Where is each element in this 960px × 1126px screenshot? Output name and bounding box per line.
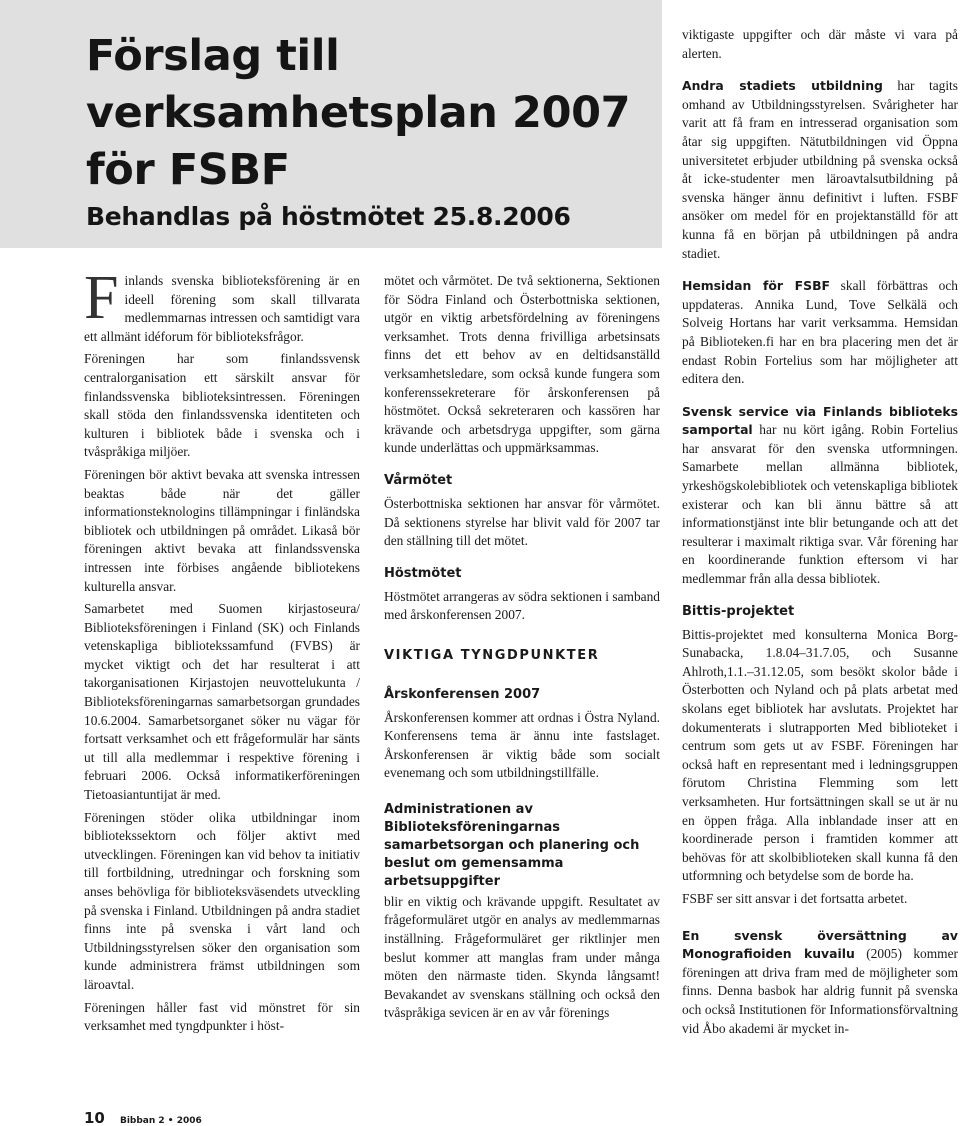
section-heading-varmotet: Vårmötet bbox=[384, 472, 453, 488]
publication-name: Bibban 2 • 2006 bbox=[119, 1116, 202, 1126]
paragraph-monografioiden bbox=[682, 927, 958, 1039]
paragraph-text: har tagits omhand av Utbildningsstyrelsen. Svårigheter har varit att få fram en intresserad organisation som åtar sig uppgiften. Nätutbildningen vid Öppna universitetet erbjuder utbildning på svenska också åt icke-studenter men läroavtalsutbildning på svenska hänger ännu definitivt i luften. FSBF ansöker om medel för en projektanställd för att kunna få en början på utbildningen på andra stadiet. bbox=[682, 78, 958, 261]
page-footer bbox=[84, 1108, 202, 1126]
inline-heading: Hemsidan för FSBF bbox=[682, 278, 830, 294]
column-3 bbox=[682, 26, 958, 1042]
paragraph: Höstmötet arrangeras av södra sektionen i samband med årskonferensen 2007. bbox=[384, 588, 660, 623]
column-2 bbox=[384, 272, 660, 1027]
paragraph: Bittis-projektet med konsulterna Monica Borg-Sunabacka, 1.8.04–31.7.05, och Susanne Ahlroth,1.1.–31.12.05, som besökt skolor både i Österbotten och Nyland och på plats arbetat med skolans eget bibliotek har avslutats. Projektet har dokumenterats i slutrapporten Med biblioteket i centrum som gets ut av FSBF. Föreningen har också haft en representant med i ledningsgruppen förutom Christina Flemming som lett verksamheten. Hur fortsättningen skall se ut är nu en öppen fråga. Alla inblandade inser att en koordinerade person i framtiden kommer att behövas för att skolbiblioteken skall kunna få den utformning och betydelse som de borde ha. bbox=[682, 626, 958, 884]
intro-paragraph bbox=[84, 264, 360, 346]
paragraph: Föreningen stöder olika utbildningar inom bibliotekssektorn och följer aktivt med utvecklingen. Föreningen kan vid behov ta initiativ till fortbildning, utredningar och forskning som anses behövliga för biblioteksväsendets utveckling på svenska i Finland. Utbildningen på andra stadiet finns inte på svenska i vårt land och Utbildningsstyrelsen söker den organisation som kunde administrera främst utbildningen som läroavtal. bbox=[84, 809, 360, 992]
paragraph: Föreningen håller fast vid mönstret för sin verksamhet med tyngdpunkter i höst- bbox=[84, 999, 360, 1034]
section-heading-hostmotet: Höstmötet bbox=[384, 565, 462, 581]
paragraph-text: har nu kört igång. Robin Fortelius har ansvarat för den svenska utformningen. Samarbete mellan allmänna bibliotek, yrkeshögskolebibliotek och vetenskapliga bibliotek existerar och kan bli ännu bättre så att informationstjänst inte blir betungande och att det resulterar i maximalt riktiga svar. Vår förening har en koordinerande funktion eftersom vi har medlemmar från alla dessa bibliotek. bbox=[682, 422, 958, 587]
paragraph-hemsidan bbox=[682, 277, 958, 389]
paragraph-text: skall förbättras och uppdateras. Annika Lund, Tove Selkälä och Solveig Hortans har varit verksamma. Hemsidan på Biblioteken.fi har en bra placering men det är endast Robin Fortelius som har möjligheter att editera den. bbox=[682, 278, 958, 387]
inline-heading: Andra stadiets utbildning bbox=[682, 78, 883, 94]
section-heading-arskonferensen: Årskonferensen 2007 bbox=[384, 686, 541, 702]
inline-heading: En svensk översättning av Monografioiden kuvailu bbox=[682, 927, 958, 962]
paragraph-svensk-service bbox=[682, 403, 958, 589]
drop-cap: F bbox=[84, 264, 119, 332]
section-heading-viktiga-tyngdpunkter: VIKTIGA TYNGDPUNKTER bbox=[384, 647, 600, 663]
title-line-2: verksamhetsplan 2007 bbox=[86, 88, 631, 138]
paragraph: viktigaste uppgifter och där måste vi vara på alerten. bbox=[682, 27, 958, 61]
section-heading-bittis: Bittis-projektet bbox=[682, 603, 795, 619]
title-line-1: Förslag till bbox=[86, 31, 340, 81]
paragraph: Samarbetet med Suomen kirjastoseura/ Biblioteksföreningen i Finland (SK) och Finlands vetenskapliga bibliotekssamfund (FVBS) är mycket viktigt och det har resulterat i att takorganisationen Kirjastojen neuvottelukunta / Biblioteksföreningarnas samarbetsorgan grundades 10.6.2004. Samarbetsorganet söker nu vägar för fortsatt verksamhet och ett frågeformulär har sänts ut till alla medlemmar i respektive förening i februari 2006. Också informatikerföreningen Tietoasiantuntijat är med. bbox=[84, 601, 360, 803]
paragraph: Årskonferensen kommer att ordnas i Östra Nyland. Konferensens tema är ännu inte fastslaget. Årskonferensen är viktig både som socialt evenemang och som utbildningstillfälle. bbox=[384, 709, 660, 781]
paragraph-andra-stadiet bbox=[682, 77, 958, 263]
inline-heading: Svensk service via Finlands biblioteks samportal bbox=[682, 403, 958, 438]
article-title bbox=[86, 28, 656, 199]
page-number: 10 bbox=[84, 1109, 105, 1126]
section-heading-administrationen: Administrationen av Biblioteksföreningarnas samarbetsorgan och planering och beslut om gemensamma arbetsuppgifter bbox=[384, 801, 640, 889]
paragraph: FSBF ser sitt ansvar i det fortsatta arbetet. bbox=[682, 890, 908, 906]
paragraph: Föreningen bör aktivt bevaka att svenska intressen beaktas både när det gäller informationsteknologins tillämpningar i finländska bibliotek och utbildningen på området. Likaså bör föreningen aktivt bevaka att finlandssvenska intressen inte förbises angående bibliotekens kulturella ansvar. bbox=[84, 466, 360, 594]
paragraph: blir en viktig och krävande uppgift. Resultatet av frågeformuläret utgör en analys av medlemmarnas inställning. Frågeformuläret ger riktlinjer men beslut kommer att manglas fram under många möten den närmaste tiden. Skynda långsamt! Bevakandet av svenskans ställning och också den tvåspråkiga sevicen är en av vår förenings bbox=[384, 893, 660, 1021]
paragraph-text: (2005) kommer föreningen att driva fram med de möjligheter som finns. Denna basbok har aldrig funnit på svenska och också Institutionen för Informationsförvaltning vid Åbo akademi är mycket in- bbox=[682, 946, 958, 1036]
paragraph: Österbottniska sektionen har ansvar för vårmötet. Då sektionens styrelse har blivit vald för 2007 tar den ställning till det mötet. bbox=[384, 495, 660, 549]
article-subtitle: Behandlas på höstmötet 25.8.2006 bbox=[86, 202, 571, 231]
column-1 bbox=[84, 264, 360, 1040]
intro-text: inlands svenska biblioteksförening är en ideell förening som skall tillvarata medlemmarnas intressen och samtidigt vara ett allmänt idéforum för biblioteksfrågor. bbox=[84, 273, 360, 344]
paragraph: Föreningen har som finlandssvensk centralorganisation ett särskilt ansvar för finlandssvenska biblioteksintressen. Föreningen skall stöda den finlandssvenska identiteten och kulturen i bibliotek både i svenska och i tvåspråkiga miljöer. bbox=[84, 351, 360, 460]
paragraph: mötet och vårmötet. De två sektionerna, Sektionen för Södra Finland och Österbottniska sektionen, utgör en viktig arbetsfördelning av föreningens verksamhet. Trots denna frivilliga arbetsinsats finns det ett behov av en deltidsanställd verksamhetsledare, som också kunde fungera som konferenssekreterare för årskonferensen på höstmötet. Också sekreteraren och kassören har krävande och arbetsdryga uppgifter, som gärna kunde underlättas och uppmärksammas. bbox=[384, 273, 660, 456]
title-line-3: för FSBF bbox=[86, 145, 290, 195]
